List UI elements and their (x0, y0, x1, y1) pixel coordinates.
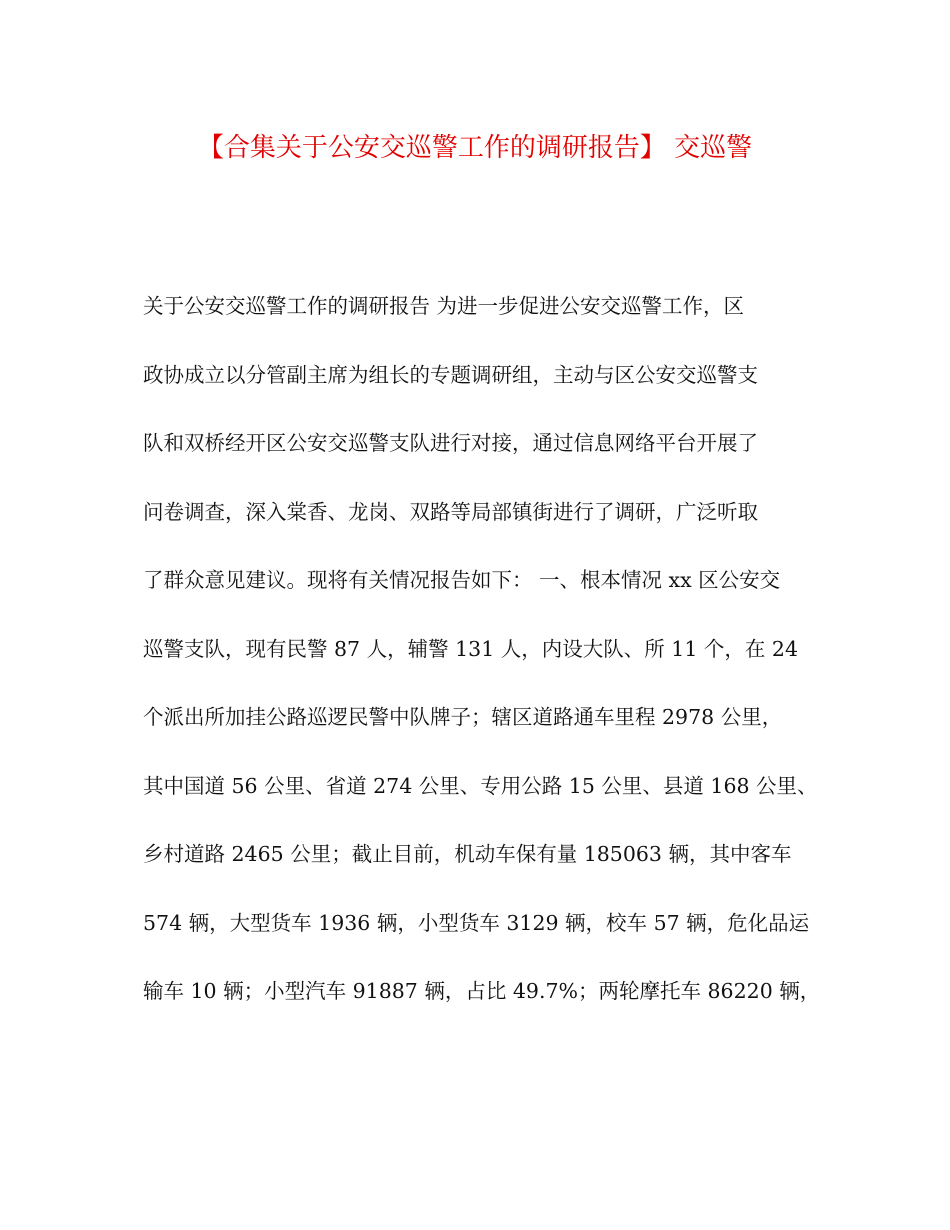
document-body (143, 286, 823, 1040)
body-line: 巡警支队，现有民警 87 人，辅警 131 人，内设大队、所 11 个，在 24 (143, 636, 798, 661)
body-line: 其中国道 56 公里、省道 274 公里、专用公路 15 公里、县道 168 公里、 (143, 773, 818, 798)
body-line: 574 辆，大型货车 1936 辆，小型货车 3129 辆，校车 57 辆，危化品运 (143, 910, 810, 935)
body-line: 输车 10 辆；小型汽车 91887 辆，占比 49.7%；两轮摩托车 86220 辆， (143, 979, 821, 1003)
body-line: 关于公安交巡警工作的调研报告 为进一步促进公安交巡警工作，区 (143, 294, 745, 318)
body-line: 队和双桥经开区公安交巡警支队进行对接，通过信息网络平台开展了 (143, 431, 758, 455)
body-line: 问卷调查，深入棠香、龙岗、双路等局部镇街进行了调研，广泛听取 (143, 499, 758, 524)
body-line: 政协成立以分管副主席为组长的专题调研组，主动与区公安交巡警支 (143, 362, 758, 387)
body-line: 乡村道路 2465 公里；截止目前，机动车保有量 185063 辆，其中客车 (143, 842, 792, 866)
document-title: 【合集关于公安交巡警工作的调研报告】 交巡警 (197, 133, 753, 163)
body-line: 了群众意见建议。现将有关情况报告如下： 一、根本情况 xx 区公安交 (143, 568, 781, 592)
body-line: 个派出所加挂公路巡逻民警中队牌子；辖区道路通车里程 2978 公里， (143, 705, 783, 729)
